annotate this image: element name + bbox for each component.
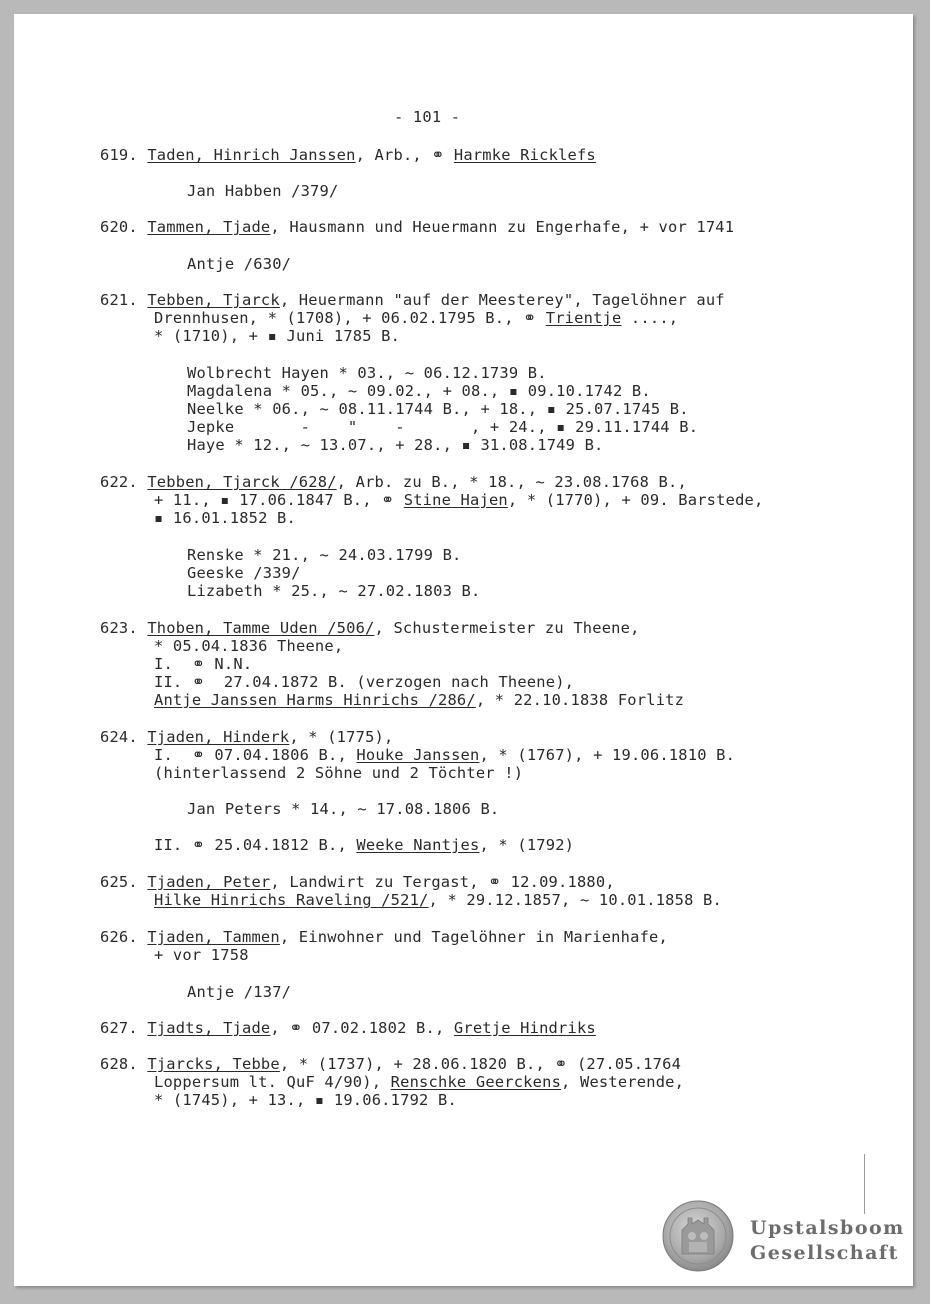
entry-624-line-3: (hinterlassend 2 Söhne und 2 Töchter !) — [154, 764, 524, 782]
entry-623-line-1: 623. Thoben, Tamme Uden /506/, Schustermeister zu Theene, — [100, 619, 640, 637]
person-name: Tjaden, Tammen — [147, 928, 280, 946]
entry-623-line-5: Antje Janssen Harms Hinrichs /286/, * 22.10.1838 Forlitz — [154, 691, 685, 709]
brand-name-line-2: Gesellschaft — [750, 1242, 899, 1264]
entry-625-line-1: 625. Tjaden, Peter, Landwirt zu Tergast, ⚭ 12.09.1880, — [100, 873, 615, 891]
person-name: Tjadts, Tjade — [147, 1019, 271, 1037]
seal-logo-icon — [662, 1200, 734, 1272]
spouse-name: Antje Janssen Harms Hinrichs /286/ — [154, 691, 476, 709]
entry-625-line-2: Hilke Hinrichs Raveling /521/, * 29.12.1857, ~ 10.01.1858 B. — [154, 891, 722, 909]
person-name: Tjaden, Peter — [147, 873, 271, 891]
entry-621-line-2: Drennhusen, * (1708), + 06.02.1795 B., ⚭ Trientje ...., — [154, 309, 679, 327]
person-name: Tjarcks, Tebbe — [147, 1055, 280, 1073]
person-name: Thoben, Tamme Uden /506/ — [147, 619, 375, 637]
spouse-name: Trientje — [545, 309, 622, 327]
entry-622-line-1: 622. Tebben, Tjarck /628/, Arb. zu B., * 18., ~ 23.08.1768 B., — [100, 473, 687, 491]
spouse-name: Renschke Geerckens — [390, 1073, 562, 1091]
entry-621-line-3: * (1710), + ▪ Juni 1785 B. — [154, 327, 401, 345]
entry-623-line-3: I. ⚭ N.N. — [154, 655, 253, 673]
spouse-name: Gretje Hindriks — [453, 1019, 596, 1037]
entry-628-line-1: 628. Tjarcks, Tebbe, * (1737), + 28.06.1820 B., ⚭ (27.05.1764 — [100, 1055, 682, 1073]
child-entry: Haye * 12., ~ 13.07., + 28., ▪ 31.08.1749 B. — [187, 436, 604, 454]
person-name: Tebben, Tjarck — [147, 291, 280, 309]
spouse-name: Houke Janssen — [356, 746, 480, 764]
entry-626-line-2: + vor 1758 — [154, 946, 249, 964]
child-entry: Neelke * 06., ~ 08.11.1744 B., + 18., ▪ 25.07.1745 B. — [187, 400, 689, 418]
entry-624-line-1: 624. Tjaden, Hinderk, * (1775), — [100, 728, 394, 746]
child-entry: Antje /137/ — [187, 983, 292, 1001]
scan-mark — [864, 1154, 865, 1214]
entry-626-line-1: 626. Tjaden, Tammen, Einwohner und Tagelöhner in Marienhafe, — [100, 928, 668, 946]
brand-name-line-1: Upstalsboom — [750, 1217, 905, 1239]
child-entry: Jan Peters * 14., ~ 17.08.1806 B. — [187, 800, 500, 818]
entry-621-line-1: 621. Tebben, Tjarck, Heuermann "auf der Meesterey", Tagelöhner auf — [100, 291, 725, 309]
entry-628-line-2: Loppersum lt. QuF 4/90), Renschke Geerckens, Westerende, — [154, 1073, 685, 1091]
spouse-name: Weeke Nantjes — [356, 836, 480, 854]
entry-620-line-1: 620. Tammen, Tjade, Hausmann und Heuermann zu Engerhafe, + vor 1741 — [100, 218, 735, 236]
entry-624-line-4: II. ⚭ 25.04.1812 B., Weeke Nantjes, * (1792) — [154, 836, 575, 854]
entry-622-line-3: ▪ 16.01.1852 B. — [154, 509, 296, 527]
document-page — [14, 14, 913, 1286]
person-name: Tjaden, Hinderk — [147, 728, 290, 746]
entry-624-line-2: I. ⚭ 07.04.1806 B., Houke Janssen, * (1767), + 19.06.1810 B. — [154, 746, 736, 764]
child-entry: Renske * 21., ~ 24.03.1799 B. — [187, 546, 462, 564]
entry-628-line-3: * (1745), + 13., ▪ 19.06.1792 B. — [154, 1091, 457, 1109]
entry-619-line-1: 619. Taden, Hinrich Janssen, Arb., ⚭ Harmke Ricklefs — [100, 146, 596, 164]
child-entry: Magdalena * 05., ~ 09.02., + 08., ▪ 09.10.1742 B. — [187, 382, 651, 400]
child-entry: Lizabeth * 25., ~ 27.02.1803 B. — [187, 582, 481, 600]
person-name: Tammen, Tjade — [147, 218, 271, 236]
child-entry: Antje /630/ — [187, 255, 292, 273]
entry-622-line-2: + 11., ▪ 17.06.1847 B., ⚭ Stine Hajen, * (1770), + 09. Barstede, — [154, 491, 764, 509]
entry-627-line-1: 627. Tjadts, Tjade, ⚭ 07.02.1802 B., Gretje Hindriks — [100, 1019, 596, 1037]
child-entry: Geeske /339/ — [187, 564, 301, 582]
entry-623-line-2: * 05.04.1836 Theene, — [154, 637, 344, 655]
spouse-name: Hilke Hinrichs Raveling /521/ — [154, 891, 429, 909]
child-entry: Jepke - " - , + 24., ▪ 29.11.1744 B. — [187, 418, 699, 436]
child-entry: Wolbrecht Hayen * 03., ~ 06.12.1739 B. — [187, 364, 547, 382]
child-entry: Jan Habben /379/ — [187, 182, 339, 200]
person-name: Tebben, Tjarck /628/ — [147, 473, 337, 491]
spouse-name: Harmke Ricklefs — [453, 146, 596, 164]
page-number: - 101 - — [394, 108, 461, 126]
entry-623-line-4: II. ⚭ 27.04.1872 B. (verzogen nach Theene), — [154, 673, 575, 691]
spouse-name: Stine Hajen — [403, 491, 508, 509]
person-name: Taden, Hinrich Janssen — [147, 146, 356, 164]
